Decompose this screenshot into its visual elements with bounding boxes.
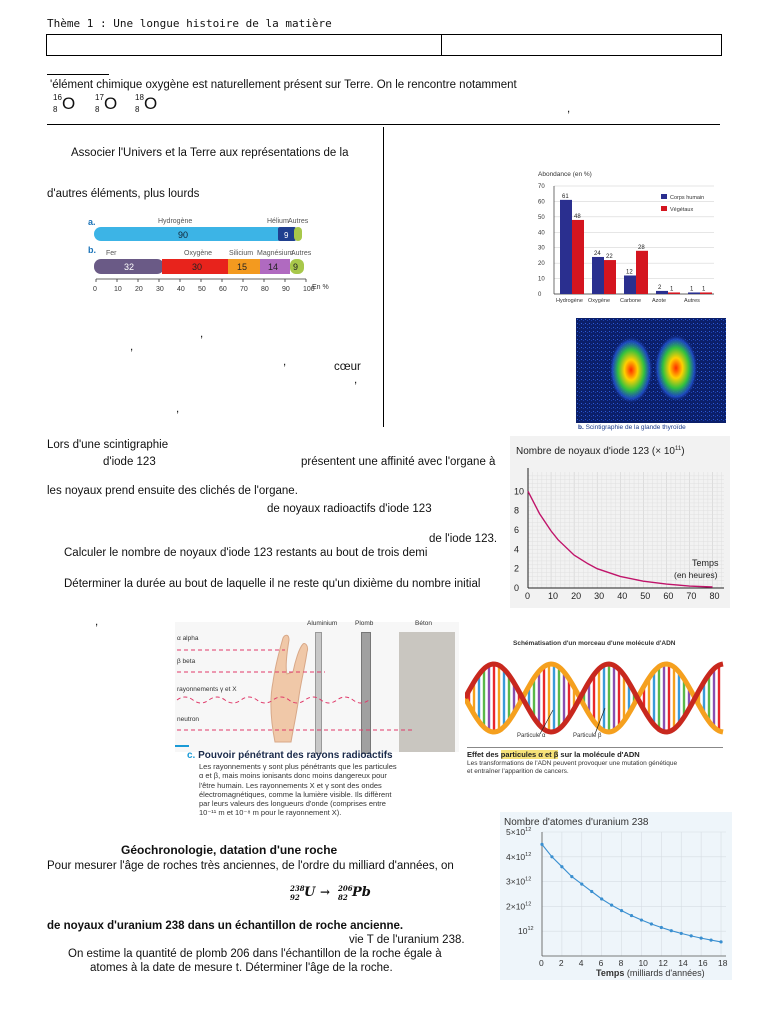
uranium-ytick-2: $3\times 10^{12}$: [506, 876, 532, 887]
uranium-xtick-18: 18: [718, 958, 728, 968]
uranium-point-0: [540, 843, 543, 846]
uranium-point-11: [650, 922, 653, 925]
bar-b-tick-40: 40: [177, 286, 185, 293]
iodine-xtick-20: 20: [571, 591, 582, 601]
abund-bar-human-3: [656, 291, 668, 294]
isotope-o18: O: [144, 94, 158, 113]
abund-label-human-0: 61: [562, 193, 569, 200]
abund-cat-2: Carbone: [620, 298, 642, 304]
abund-label-plants-3: 1: [670, 286, 674, 293]
dna-helix: [465, 650, 727, 746]
bar-a-letter: a.: [88, 217, 96, 227]
uranium-point-8: [620, 909, 623, 912]
uranium-chart: [500, 812, 732, 980]
iodine-xtick-10: 10: [548, 591, 559, 601]
bar-a-label-autres: Autres: [288, 218, 309, 225]
iodine-xtick-60: 60: [663, 591, 674, 601]
svg-text:Silicium: Silicium: [229, 250, 254, 257]
uranium-point-2: [560, 865, 563, 868]
bar-a-hydrogen: [94, 227, 284, 241]
abund-bar-human-4: [688, 292, 700, 294]
uranium-ytick-3: $2\times 10^{12}$: [506, 901, 532, 912]
dna-title: Schématisation d'un morceau d'une molécule d'ADN: [513, 640, 676, 647]
bar-a-label-h: Hydrogène: [158, 218, 193, 225]
uranium-point-4: [580, 882, 583, 885]
abund-ytick-70: 70: [538, 184, 545, 190]
bar-b-tick-50: 50: [198, 286, 206, 293]
abund-label-plants-0: 48: [574, 213, 581, 220]
uranium-xtick-14: 14: [678, 958, 688, 968]
iodine-ytick-2: 2: [514, 563, 520, 574]
bar-b-tick-70: 70: [240, 286, 248, 293]
penetration-text: Les rayonnements γ sont plus pénétrants que les particules α et β, mais moins ionisants donc moins dangereux pour l'être humain. Les rayonnements X et γ sont des ondes électromagnétiques, comme la lumière visible. Ils diffèrent par leurs valeurs des longueurs d'onde (comprises entre 10⁻¹¹ m et 10⁻⁸ m pour le rayonnement X).: [199, 762, 397, 818]
uranium-xtick-10: 10: [638, 958, 648, 968]
uranium-point-16: [700, 937, 703, 940]
isotope-o16: O: [62, 94, 76, 113]
penetration-figure: Aluminium Plomb Béton α alpha β beta rayonnements γ et X neutron c. Pouvoir pénétrant des rayons radioactifs Les rayonnements γ sont plus pénétrants que les particules α et β, mais moins ionisants donc moins dangereux pour l'être humain. Les rayonnements X et γ sont des ondes électromagnétiques, comme la lumière visible. Ils diffèrent par leurs valeurs des longueurs d'onde (comprises entre 10⁻¹¹ m et 10⁻⁸ m pour le rayonnement X).: [175, 612, 459, 822]
abund-label-plants-1: 22: [606, 254, 613, 261]
isotope-list: 16 8 O 17 8 O 18 8 O: [53, 93, 158, 114]
iodine-xtick-40: 40: [617, 591, 628, 601]
abund-label-plants-4: 1: [702, 286, 706, 293]
iodine-ytick-0: 0: [514, 583, 520, 593]
section-rule: [47, 124, 720, 125]
iodine-chart: [510, 436, 730, 608]
question-univers: Associer l'Univers et la Terre aux représentations de la: [71, 147, 349, 159]
uranium-point-12: [660, 926, 663, 929]
intro-rule: [47, 74, 109, 75]
abund-bar-human-2: [624, 275, 636, 294]
uranium-xlabel: Temps (milliards d'années): [596, 968, 705, 978]
thyroid-caption: b. Scintigraphie de la glande thyroïde: [578, 424, 686, 431]
abund-cat-1: Oxygène: [588, 298, 611, 304]
abund-bar-plants-2: [636, 251, 648, 294]
question-demi-vies: Calculer le nombre de noyaux d'iode 123 restants au bout de trois demi: [64, 547, 428, 559]
bar-a-label-he: Hélium: [267, 218, 289, 225]
iodine-title: Nombre de noyaux d'iode 123 (× $10^{11}$): [516, 446, 685, 457]
svg-text:30: 30: [192, 262, 203, 272]
iodine-ytick-6: 6: [514, 525, 520, 535]
abund-label-plants-2: 28: [638, 244, 645, 251]
iodine-xtick-50: 50: [640, 591, 651, 601]
svg-text:b.: b.: [88, 245, 96, 255]
column-divider: [383, 127, 384, 427]
question-plomb: On estime la quantité de plomb 206 dans l'échantillon de la roche égale à: [68, 948, 442, 960]
uranium-xtick-12: 12: [658, 958, 668, 968]
abund-bar-plants-1: [604, 260, 616, 294]
iodine-ytick-10: 10: [514, 486, 525, 497]
coeur-word: cœur: [334, 361, 361, 373]
iodine-xtick-30: 30: [594, 591, 605, 601]
uranium-ytick-0: $5\times 10^{12}$: [506, 827, 532, 837]
uranium-xtick-4: 4: [578, 958, 584, 968]
uranium-title: Nombre d'atomes d'uranium 238: [504, 817, 649, 828]
legend-human: Corps humain: [670, 195, 705, 201]
uranium-point-7: [610, 904, 613, 907]
penetration-title: c. Pouvoir pénétrant des rayons radioactifs: [187, 750, 393, 761]
hand-illustration: [271, 635, 308, 742]
uranium-xtick-6: 6: [598, 958, 604, 968]
iodine-xlabel: Temps: [692, 558, 719, 568]
uranium-point-17: [709, 939, 712, 942]
composition-bars: [86, 215, 366, 295]
bar-b-tick-100: 100: [303, 286, 315, 293]
abund-bar-plants-0: [572, 220, 584, 294]
abundance-chart: [536, 166, 726, 306]
abund-ytick-40: 40: [538, 230, 545, 237]
bar-a-autres: [294, 227, 302, 241]
dna-caption: Effet des particules α et β sur la molécule d'ADN: [467, 750, 640, 759]
uranium-point-10: [640, 918, 643, 921]
abund-ytick-50: 50: [538, 214, 545, 221]
uranium-point-3: [570, 875, 573, 878]
bar-b-tick-90: 90: [282, 286, 290, 293]
iodine-ytick-8: 8: [514, 505, 520, 516]
abundance-ylabel: Abondance (en %): [538, 171, 592, 178]
bar-b-ticks: [93, 279, 315, 293]
abund-cat-4: Autres: [684, 298, 700, 304]
uranium-ytick-1: $4\times 10^{12}$: [506, 851, 532, 862]
svg-text:9: 9: [293, 262, 299, 272]
header-table: [46, 34, 722, 56]
geo-title: Géochronologie, datation d'une roche: [121, 843, 338, 857]
iodine-xtick-70: 70: [686, 591, 697, 601]
svg-text:(en heures): (en heures): [674, 570, 718, 580]
legend-plants: Végétaux: [670, 207, 694, 213]
uranium-point-18: [719, 940, 722, 943]
svg-text:Fer: Fer: [106, 250, 117, 257]
abund-ytick-0: 0: [538, 292, 542, 298]
bar-b-tick-10: 10: [114, 286, 122, 293]
question-dixieme: Déterminer la durée au bout de laquelle il ne reste qu'un dixième du nombre initial: [64, 578, 481, 590]
svg-text:Oxygène: Oxygène: [184, 250, 213, 257]
iodine-xtick-80: 80: [709, 591, 720, 601]
abund-label-human-3: 2: [658, 284, 662, 291]
abund-bar-plants-4: [700, 292, 712, 294]
bar-b-tick-80: 80: [261, 286, 269, 293]
uranium-xtick-0: 0: [539, 958, 544, 968]
abund-label-human-2: 12: [626, 269, 633, 276]
uranium-point-6: [600, 897, 603, 900]
abund-cat-3: Azote: [652, 298, 667, 304]
uranium-point-15: [690, 934, 693, 937]
bar-b-tick-20: 20: [135, 286, 143, 293]
svg-text:Magnésium: Magnésium: [257, 250, 294, 257]
question-lourds: d'autres éléments, plus lourds: [47, 188, 200, 200]
svg-text:90: 90: [178, 230, 189, 240]
uranium-point-9: [630, 914, 633, 917]
bar-b-tick-0: 0: [93, 286, 97, 293]
abund-label-human-1: 24: [594, 250, 601, 257]
dna-figure: Schématisation d'un morceau d'une molécule d'ADN Particule α Particule β Effet des particules α et β sur la molécule d'ADN Les transformations de l'ADN peuvent provoquer une mutation génétique et entraîner l'apparition de cancers.: [465, 632, 727, 772]
intro-line: 'élément chimique oxygène est naturellement présent sur Terre. On le rencontre notamment: [50, 79, 517, 91]
uranium-point-13: [670, 929, 673, 932]
uranium-xtick-2: 2: [558, 958, 564, 968]
uranium-xtick-8: 8: [618, 958, 624, 968]
isotope-o17: O: [104, 94, 118, 113]
abund-ytick-10: 10: [538, 276, 545, 283]
bar-b-tick-30: 30: [156, 286, 164, 293]
svg-text:15: 15: [237, 262, 248, 272]
abund-bar-human-1: [592, 257, 604, 294]
svg-text:Autres: Autres: [291, 250, 312, 257]
svg-text:14: 14: [268, 262, 279, 272]
uranium-point-14: [680, 932, 683, 935]
abund-ytick-20: 20: [538, 261, 545, 268]
uranium-ytick-4: $10^{12}$: [518, 926, 534, 937]
decay-equation: 238 92 U → 206 82 Pb: [290, 884, 371, 902]
uranium-xtick-16: 16: [698, 958, 708, 968]
abund-bar-human-0: [560, 200, 572, 294]
iodine-ytick-4: 4: [514, 544, 520, 555]
thyroid-scan: [576, 318, 726, 423]
abund-ytick-30: 30: [538, 245, 545, 252]
uranium-point-1: [550, 855, 553, 858]
svg-text:En %: En %: [312, 284, 329, 291]
bar-b-tick-60: 60: [219, 286, 227, 293]
abund-label-human-4: 1: [690, 286, 694, 293]
uranium-point-5: [590, 890, 593, 893]
theme-header: Thème 1 : Une longue histoire de la matière: [47, 17, 332, 30]
abund-ytick-60: 60: [538, 199, 545, 206]
abund-cat-0: Hydrogène: [556, 298, 583, 304]
svg-text:9: 9: [284, 231, 289, 240]
svg-text:32: 32: [124, 262, 135, 272]
abund-bar-plants-3: [668, 292, 680, 294]
iodine-xtick-0: 0: [525, 591, 531, 601]
